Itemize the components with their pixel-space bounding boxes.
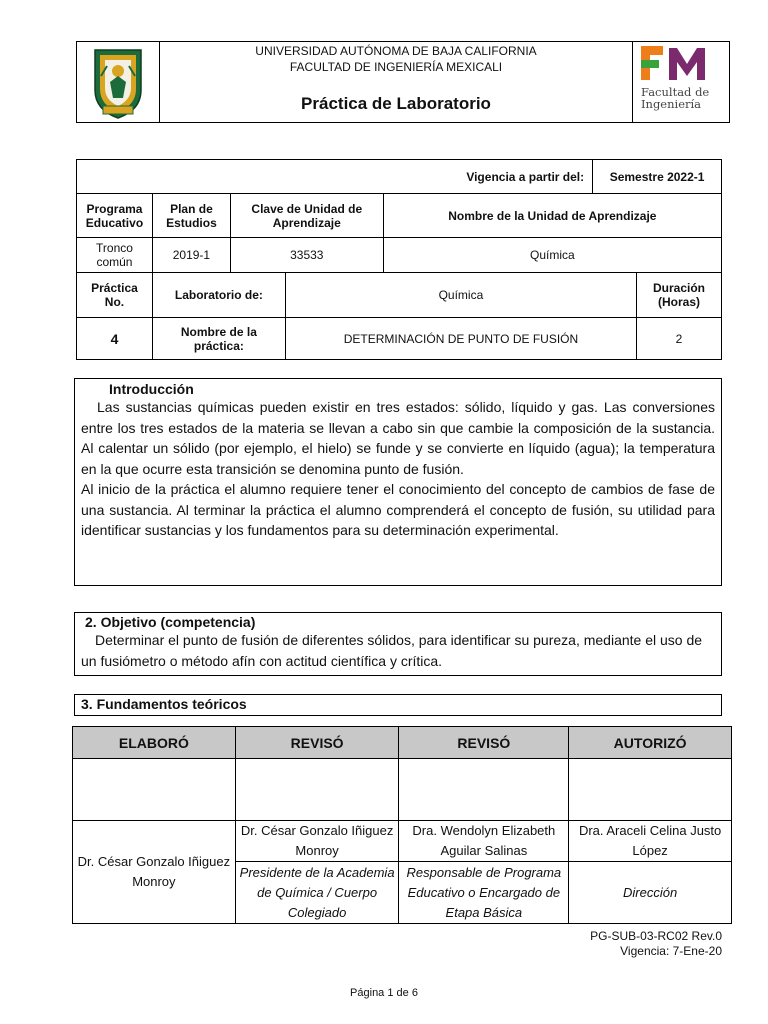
vigencia-label: Vigencia a partir del:	[77, 160, 593, 194]
reviso-2-role: Responsable de Programa Educativo o Encargado de Etapa Básica	[399, 862, 569, 924]
header-duracion: Duración (Horas)	[637, 273, 722, 318]
signature-space-reviso-2	[399, 759, 569, 821]
vigencia-value: Semestre 2022-1	[593, 160, 722, 194]
objetivo-text: Determinar el punto de fusión de diferentes sólidos, para identificar su pureza, mediante el uso de un fusiómetro o método afín con actitud científica y crítica.	[81, 632, 703, 669]
header-plan: Plan de Estudios	[152, 194, 230, 238]
fm-logo-line2: Ingeniería	[641, 97, 702, 111]
nombre-ua-value: Química	[383, 238, 721, 273]
fm-logo-line1: Facultad de	[641, 85, 710, 99]
document-header	[76, 41, 730, 123]
page-title: Práctica de Laboratorio	[301, 94, 491, 113]
signature-space-autorizo	[569, 759, 732, 821]
header-autorizo: AUTORIZÓ	[569, 727, 732, 759]
document-code: PG-SUB-03-RC02 Rev.0	[590, 929, 722, 943]
header-programa: Programa Educativo	[77, 194, 153, 238]
laboratorio-value: Química	[285, 273, 636, 318]
plan-value: 2019-1	[152, 238, 230, 273]
signatures-table	[72, 726, 732, 924]
page-number: Página 1 de 6	[350, 987, 418, 999]
header-reviso-2: REVISÓ	[399, 727, 569, 759]
intro-heading: Introducción	[109, 381, 194, 397]
practica-no-value: 4	[77, 318, 153, 360]
autorizo-role: Dirección	[569, 862, 732, 924]
header-laboratorio: Laboratorio de:	[152, 273, 285, 318]
header-clave: Clave de Unidad de Aprendizaje	[230, 194, 383, 238]
header-elaboro: ELABORÓ	[73, 727, 236, 759]
intro-paragraph-2: Al inicio de la práctica el alumno requiere tener el conocimiento del concepto de cambios de fase de una sustancia. Al terminar la práctica el alumno comprenderá el concepto de fusión, su utilidad para identificar sustancias y los fundamentos para su determinación experimental.	[81, 481, 715, 538]
duracion-value: 2	[637, 318, 722, 360]
fm-logo-text	[641, 86, 709, 110]
header-reviso-1: REVISÓ	[235, 727, 399, 759]
reviso-1-role: Presidente de la Academia de Química / Cuerpo Colegiado	[235, 862, 399, 924]
document-vigencia: Vigencia: 7-Ene-20	[620, 944, 722, 958]
header-nombre-ua: Nombre de la Unidad de Aprendizaje	[383, 194, 721, 238]
objetivo-section	[74, 612, 722, 676]
course-info-table	[76, 159, 722, 360]
clave-value: 33533	[230, 238, 383, 273]
uabc-seal-logo	[77, 42, 160, 122]
fundamentos-section	[74, 694, 722, 716]
objetivo-heading: 2. Objetivo (competencia)	[85, 614, 256, 630]
header-practica-no: Práctica No.	[77, 273, 153, 318]
fm-logo	[632, 42, 729, 122]
intro-section	[74, 378, 722, 586]
signature-space-reviso-1	[235, 759, 399, 821]
fundamentos-heading: 3. Fundamentos teóricos	[81, 696, 247, 712]
faculty-name: FACULTAD DE INGENIERÍA MEXICALI	[289, 60, 503, 74]
intro-paragraph-1: Las sustancias químicas pueden existir en tres estados: sólido, líquido y gas. Las conversiones entre los tres estados de la materia se llevan a cabo sin que cambie la composición de la sustancia. Al calentar un sólido (por ejemplo, el hielo) se funde y se convierte en líquido (agua); la temperatura en la que ocurre esta transición se denomina punto de fusión.	[81, 399, 715, 477]
elaboro-name: Dr. César Gonzalo Iñiguez Monroy	[73, 821, 236, 924]
programa-value: Tronco común	[77, 238, 153, 273]
reviso-2-name: Dra. Wendolyn Elizabeth Aguilar Salinas	[399, 821, 569, 862]
signature-space-elaboro	[73, 759, 236, 821]
header-nombre-practica: Nombre de la práctica:	[152, 318, 285, 360]
nombre-practica-value: DETERMINACIÓN DE PUNTO DE FUSIÓN	[285, 318, 636, 360]
autorizo-name: Dra. Araceli Celina Justo López	[569, 821, 732, 862]
header-titles	[159, 42, 633, 122]
university-name: UNIVERSIDAD AUTÓNOMA DE BAJA CALIFORNIA	[255, 44, 537, 58]
reviso-1-name: Dr. César Gonzalo Iñiguez Monroy	[235, 821, 399, 862]
